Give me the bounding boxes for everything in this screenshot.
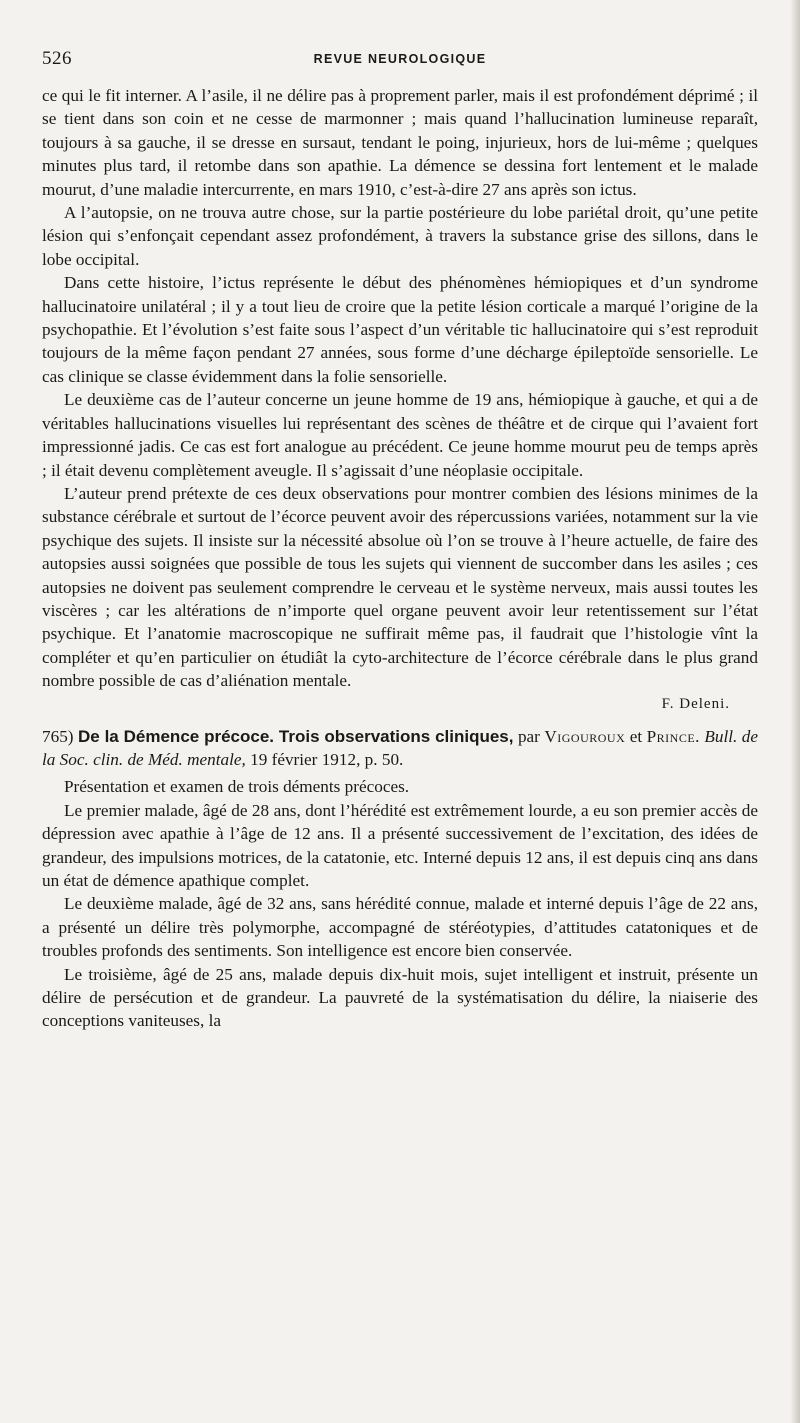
review-article-continued — [42, 84, 758, 693]
paragraph: Le premier malade, âgé de 28 ans, dont l’hérédité est extrêmement lourde, a eu son premier accès de dépression avec apathie à l’âge de 12 ans. Il a présenté successivement de l’excitation, des idées de grandeur, des impulsions motrices, de la catatonie, etc. Interné depuis 12 ans, il est depuis cinq ans dans un état de démence apathique complet. — [42, 800, 758, 890]
author-name: Prince. — [646, 726, 700, 746]
source-journal: Bull. de la Soc. clin. de Méd. mentale, — [42, 726, 759, 769]
review-article-body — [42, 775, 758, 1032]
and-word: et — [629, 726, 643, 746]
paragraph: ce qui le fit interner. A l’asile, il ne délire pas à proprement parler, mais il est profondément déprimé ; il se tient dans son coin et ne cesse de marmonner ; mais quand l’hallucination lumineuse reparaît, toujours à sa gauche, il se dresse en sursaut, tendant le poing, injurieux, hors de lui-même ; quelques minutes plus tard, il retombe dans son apathie. La démence se dessina fort lentement et le malade mourut, d’une maladie intercurrente, en mars 1910, c’est-à-dire 27 ans après son ictus. — [42, 86, 758, 199]
paragraph: Le troisième, âgé de 25 ans, malade depuis dix-huit mois, sujet intelligent et instruit, présente un délire de persécution et de grandeur. La pauvreté de la systématisation du délire, la niaiserie des conceptions vaniteuses, la — [42, 964, 758, 1031]
running-header — [42, 44, 758, 84]
reviewer-signature: F. Deleni. — [661, 695, 730, 712]
paragraph: A l’autopsie, on ne trouva autre chose, sur la partie postérieure du lobe pariétal droit, qu’une petite lésion qui s’enfonçait cependant assez profondément, à travers la substance grise des sillons, dans le lobe occipital. — [42, 203, 758, 269]
author-name: Vigouroux — [544, 726, 626, 746]
paragraph: Présentation et examen de trois déments précoces. — [64, 777, 410, 797]
paragraph: Le deuxième malade, âgé de 32 ans, sans hérédité connue, malade et interné depuis l’âge de 22 ans, a présenté un délire très polymorphe, accompagné de stéréotypies, d’attitudes catatoniques et de troubles profonds des sentiments. Son intelligence est encore bien conservée. — [42, 894, 758, 961]
publication-date: 19 février 1912, p. 50. — [250, 749, 404, 769]
journal-title: REVUE NEUROLOGIQUE — [313, 52, 487, 66]
paragraph: Le deuxième cas de l’auteur concerne un jeune homme de 19 ans, hémiopique à gauche, et qui a de véritables hallucinations visuelles lui représentant des scènes de théâtre et de cirque qui l’avaient fort impressionné jadis. Ce cas est fort analogue au précédent. Ce jeune homme mourut peu de temps après ; il était devenu complètement aveugle. Il s’agissait d’une néoplasie occipitale. — [42, 390, 758, 480]
page-number: 526 — [42, 48, 72, 69]
page-edge-shadow — [790, 0, 800, 1423]
document-page — [42, 44, 758, 1033]
paragraph: Dans cette histoire, l’ictus représente le début des phénomènes hémiopiques et d’un syndrome hallucinatoire unilatéral ; il y a tout lieu de croire que la petite lésion corticale a marqué l’origine de la psychopathie. Et l’évolution s’est faite sous l’aspect d’un véritable tic hallucinatoire qui s’est reproduit toujours de la même façon pendant 27 années, sous forme d’une décharge épileptoïde sensorielle. Le cas clinique se classe évidemment dans la folie sensorielle. — [42, 273, 758, 386]
paragraph: L’auteur prend prétexte de ces deux observations pour montrer combien des lésions minimes de la substance cérébrale et surtout de l’écorce peuvent avoir des répercussions variées, notamment sur la vie psychique des sujets. Il insiste sur la nécessité absolue où l’on se trouve à l’heure actuelle, de faire des autopsies aussi soignées que possible de tous les sujets qui viennent de succomber dans les asiles ; ces autopsies ne doivent pas seulement comprendre le cerveau et le système nerveux, mais aussi toutes les viscères ; car les altérations de n’importe quel organe peuvent avoir leur retentissement sur l’état psychique. Et l’anatomie macroscopique ne suffirait même pas, il faudrait que l’histologie vînt la compléter et qu’en particulier on étudiât la cyto-architecture de l’écorce cérébrale dans le plus grand nombre possible de cas d’aliénation mentale. — [42, 483, 758, 691]
article-title: De la Démence précoce. Trois observations cliniques, — [77, 726, 514, 746]
article-number: 765) — [42, 726, 74, 746]
by-word: par — [517, 726, 540, 746]
article-heading — [42, 725, 758, 772]
